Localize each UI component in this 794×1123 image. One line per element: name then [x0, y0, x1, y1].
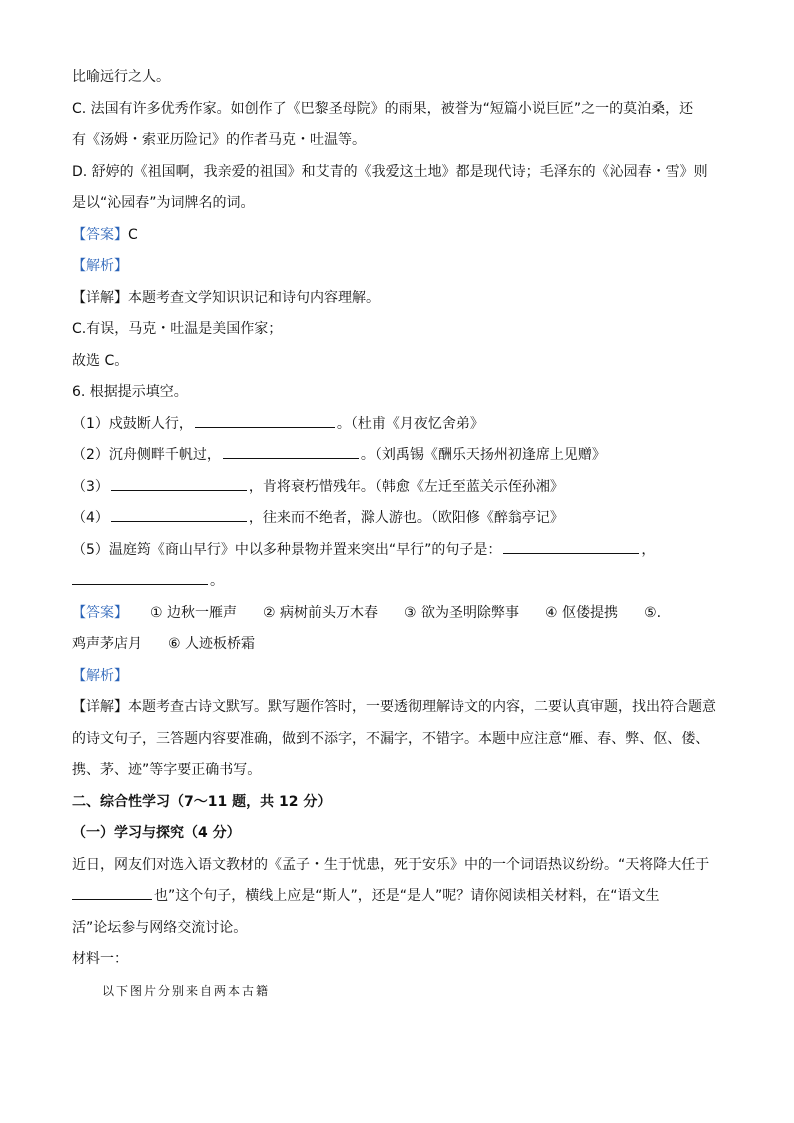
answer-item: ④ 伛偻提携: [545, 604, 619, 621]
detail-text: 本题考查古诗文默写。默写题作答时，一要透彻理解诗文的内容，二要认真审题，找出符合题意: [128, 699, 716, 715]
text-line: 有《汤姆・索亚历险记》的作者马克・吐温等。: [72, 132, 366, 148]
section-heading: 二、综合性学习（7～11 题，共 12 分）: [72, 793, 332, 810]
question-6-item-3: [72, 472, 722, 504]
item-prefix: （3）: [72, 478, 109, 495]
answer-item: ⑤.: [644, 604, 662, 621]
answer-tag: 【答案】: [72, 226, 128, 243]
text-line: 故选 C。: [72, 352, 129, 369]
detail-line: [72, 283, 722, 315]
answer-item: 鸡声茅店月: [72, 636, 142, 652]
analysis-tag: 【解析】: [72, 667, 128, 684]
question-6-item-4: [72, 503, 722, 535]
answer-line-cont: [72, 629, 722, 661]
answer-value: C: [128, 226, 138, 243]
question-6-item-2: [72, 440, 722, 472]
answer-item: ① 边秋一雁声: [150, 604, 238, 621]
item-prefix: （1）戍鼓断人行，: [72, 415, 193, 432]
fill-blank[interactable]: [72, 885, 152, 900]
detail-tag: 【详解】: [72, 289, 128, 306]
item-suffix: 。（刘禹锡《酬乐天扬州初逢席上见赠》: [360, 447, 606, 463]
text-line: 的诗文句子，三答题内容要准确，做到不添字，不漏字，不错字。本题中应注意“雁、春、弊、伛、偻、: [72, 730, 710, 747]
answer-line: [72, 220, 722, 252]
item-suffix: ，: [641, 541, 656, 558]
text-line: 近日，网友们对选入语文教材的《孟子・生于忧患，死于安乐》中的一个词语热议纷纷。“天将降大任于: [72, 856, 710, 873]
answer-item: ③ 欲为圣明除弊事: [404, 604, 520, 621]
fill-blank[interactable]: [111, 507, 247, 522]
image-caption: 以下图片分别来自两本古籍: [102, 983, 271, 998]
text-line: 活”论坛参与网络交流讨论。: [72, 919, 248, 936]
item-prefix: （4）: [72, 510, 109, 526]
fill-blank[interactable]: [111, 476, 247, 491]
document-page: [72, 62, 722, 1007]
detail-tag: 【详解】: [72, 699, 128, 715]
question-6-item-1: [72, 409, 722, 441]
item-suffix: 。（杜甫《月夜忆舍弟》: [336, 415, 484, 432]
item-prefix: （5）温庭筠《商山早行》中以多种景物并置来突出“早行”的句子是：: [72, 541, 502, 558]
answer-item: ② 病树前头万木春: [263, 604, 379, 621]
subsection-heading: （一）学习与探究（4 分）: [72, 825, 241, 841]
question-6-item-5-cont: [72, 566, 722, 598]
question-6-item-5: [72, 535, 722, 567]
answer-tag: 【答案】: [72, 604, 128, 621]
item-suffix: ，往来而不绝者，滁人游也。（欧阳修《醉翁亭记》: [248, 510, 564, 526]
fill-blank[interactable]: [223, 444, 359, 459]
text-line: 是以“沁园春”为词牌名的词。: [72, 195, 255, 211]
text-line: D. 舒婷的《祖国啊，我亲爱的祖国》和艾青的《我爱这土地》都是现代诗；毛泽东的《沁园春・雪》则: [72, 163, 708, 180]
fill-blank[interactable]: [72, 570, 208, 585]
text-line: C. 法国有许多优秀作家。如创作了《巴黎圣母院》的雨果，被誉为“短篇小说巨匠”之一的莫泊桑，还: [72, 100, 694, 117]
fill-blank[interactable]: [195, 413, 335, 428]
detail-line: [72, 692, 722, 724]
item-suffix: ，肯将衰朽惜残年。（韩愈《左迁至蓝关示侄孙湘》: [248, 478, 564, 495]
detail-text: 本题考查文学知识识记和诗句内容理解。: [128, 289, 380, 306]
fill-blank[interactable]: [503, 539, 639, 554]
text-line: 比喻远行之人。: [72, 69, 170, 85]
item-prefix: （2）沉舟侧畔千帆过，: [72, 447, 221, 463]
text-line: 携、茅、迹”等字要正确书写。: [72, 762, 262, 778]
text-span: 也”这个句子，横线上应是“斯人”，还是“是人”呢？请你阅读相关材料，在“语文生: [154, 888, 660, 904]
material-label: 材料一：: [72, 951, 128, 967]
analysis-tag: 【解析】: [72, 258, 128, 274]
answer-line: [72, 598, 722, 630]
text-line: C.有误，马克・吐温是美国作家；: [72, 321, 283, 337]
answer-item: ⑥ 人迹板桥霜: [168, 636, 256, 652]
item-suffix: 。: [210, 573, 224, 589]
text-line: [72, 881, 722, 913]
question-6-title: 6. 根据提示填空。: [72, 384, 188, 400]
